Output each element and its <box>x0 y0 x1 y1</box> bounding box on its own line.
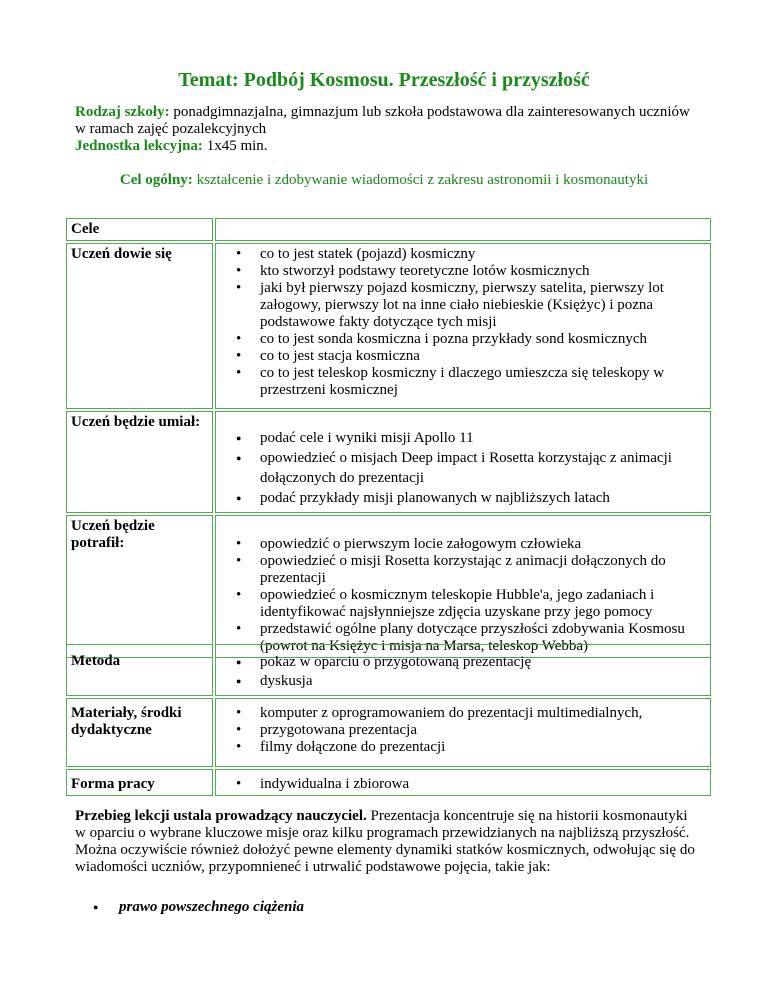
list-item: • co to jest sonda kosmiczna i pozna przykłady sond kosmicznych <box>236 331 706 348</box>
list-item: ● dyskusja <box>236 672 706 691</box>
bullet-list <box>236 776 706 793</box>
row-label: Materiały, środki dydaktyczne <box>66 698 213 767</box>
lesson-meta <box>75 104 695 155</box>
school-type <box>75 104 695 138</box>
table-row <box>66 515 711 658</box>
list-item: • przedstawić ogólne plany dotyczące przyszłości zdobywania Kosmosu (powrot na Księżyc i misja na Marsa, teleskop Webba) <box>236 621 706 655</box>
row-content <box>215 243 711 409</box>
goals-table-header: Cele <box>66 218 213 241</box>
row-content <box>215 515 711 658</box>
list-item: ● pokaz w oparciu o przygotowaną prezentację <box>236 653 706 672</box>
list-item: • co to jest stacja kosmiczna <box>236 348 706 365</box>
lesson-unit-text: 1x45 min. <box>202 138 268 154</box>
row-label: Uczeń dowie się <box>66 243 213 409</box>
row-content <box>215 698 711 767</box>
paragraph-bold: Przebieg lekcji ustala prowadzący nauczyciel. <box>75 808 367 824</box>
list-item: • przygotowana prezentacja <box>236 722 706 739</box>
method-table <box>64 642 713 798</box>
row-label: Metoda <box>66 644 213 696</box>
row-content <box>215 411 711 513</box>
goals-table-header-row <box>66 218 711 241</box>
list-item: ● podać przykłady misji planowanych w najbliższych latach <box>236 488 706 508</box>
last-item-text: prawo powszechnego ciążenia <box>119 899 305 915</box>
table-row <box>66 698 711 767</box>
general-goal-text: kształcenie i zdobywanie wiadomości z zakresu astronomii i kosmonautyki <box>192 172 649 188</box>
table-row <box>66 644 711 696</box>
list-item: • komputer z oprogramowaniem do prezentacji multimedialnych, <box>236 705 706 722</box>
bullet-list <box>236 536 706 655</box>
row-content <box>215 769 711 796</box>
table-row <box>66 411 711 513</box>
general-goal-label: Cel ogólny: <box>119 172 193 188</box>
row-label: Forma pracy <box>66 769 213 796</box>
lesson-course-paragraph <box>75 808 695 876</box>
lesson-unit <box>75 138 695 155</box>
list-item <box>93 899 305 916</box>
list-item: • opowiedzić o pierwszym locie załogowym człowieka <box>236 536 706 553</box>
table-row <box>66 769 711 796</box>
table-row <box>66 243 711 409</box>
bullet-list <box>236 705 706 756</box>
list-item: • co to jest statek (pojazd) kosmiczny <box>236 246 706 263</box>
row-label: Uczeń będzie potrafił: <box>66 515 213 658</box>
school-type-text: ponadgimnazjalna, gimnazjum lub szkoła podstawowa dla zainteresowanych uczniów w ramach zajęć pozalekcyjnych <box>75 104 690 137</box>
goals-table-header-empty <box>215 218 711 241</box>
row-label: Uczeń będzie umiał: <box>66 411 213 513</box>
bullet-list <box>236 246 706 399</box>
list-item: • opowiedzieć o misji Rosetta korzystając z animacji dołączonych do prezentacji <box>236 553 706 587</box>
lesson-unit-label: Jednostka lekcyjna: <box>75 138 203 154</box>
bullet-list <box>236 428 706 508</box>
bullet-icon: ● <box>93 902 99 912</box>
paragraph-body: Prezentacja koncentruje się na historii kosmonautyki w oparciu o wybrane kluczowe misje oraz kilku programach przewidzianych na najbliższą przyszłość. Można oczywiście również dołożyć pewne elementy dynamiki statków kosmicznych, odwołując się do wiadomości uczniów, przypomnieneć i utrwalić podstawowe pojęcia, takie jak: <box>75 808 695 875</box>
list-item: • filmy dołączone do prezentacji <box>236 739 706 756</box>
list-item: • opowiedzieć o kosmicznym teleskopie Hubble'a, jego zadaniach i identyfikować najsłynniejsze zdjęcia uzyskane przy jego pomocy <box>236 587 706 621</box>
paragraph-text <box>75 808 695 876</box>
list-item: ● opowiedzieć o misjach Deep impact i Rosetta korzystając z animacji dołączonych do prezentacji <box>236 448 706 488</box>
list-item: • jaki był pierwszy pojazd kosmiczny, pierwszy satelita, pierwszy lot załogowy, pierwszy lot na inne ciało niebieskie (Księżyc) i pozna podstawowe fakty dotyczące tych misji <box>236 280 706 331</box>
school-type-label: Rodzaj szkoły: <box>75 104 170 120</box>
list-item: • co to jest teleskop kosmiczny i dlaczego umieszcza się teleskopy w przestrzeni kosmicznej <box>236 365 706 399</box>
goals-table <box>64 216 713 660</box>
list-item: • indywidualna i zbiorowa <box>236 776 706 793</box>
general-goal <box>0 172 768 189</box>
page-title: Temat: Podbój Kosmosu. Przeszłość i przyszłość <box>178 69 590 91</box>
bullet-list <box>236 653 706 691</box>
row-content <box>215 644 711 696</box>
list-item: • kto stworzył podstawy teoretyczne lotów kosmicznych <box>236 263 706 280</box>
list-item: ● podać cele i wyniki misji Apollo 11 <box>236 428 706 448</box>
